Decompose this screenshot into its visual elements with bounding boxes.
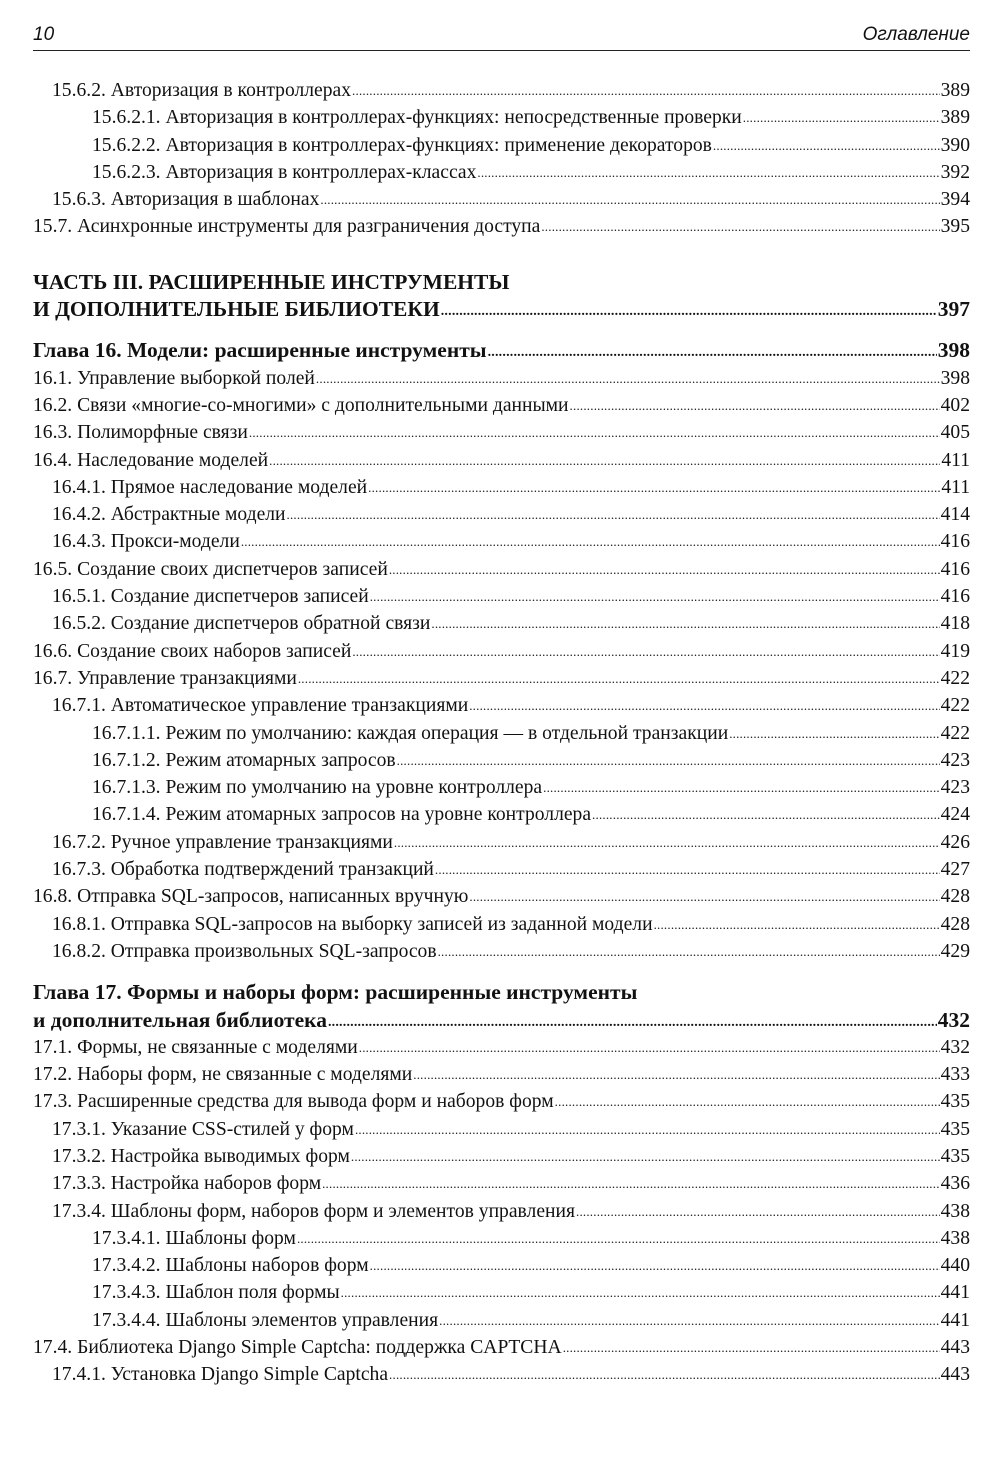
chapter-17-title-line2: и дополнительная библиотека	[33, 1007, 327, 1032]
leader-dots	[287, 501, 940, 528]
toc-entry	[33, 692, 970, 719]
toc-entry	[33, 1307, 970, 1334]
toc-entry-page: 411	[941, 476, 970, 498]
toc-entry-title: 15.6.2.2. Авторизация в контроллерах-функциях: применение декораторов	[92, 134, 712, 156]
toc-entry-page: 436	[940, 1173, 970, 1195]
toc-entry	[33, 1279, 970, 1306]
chapter-16-page: 398	[937, 338, 970, 363]
toc-entry	[33, 365, 970, 392]
toc-entry-title: 16.7.1.2. Режим атомарных запросов	[92, 749, 396, 771]
toc-entry	[33, 528, 970, 555]
leader-dots	[592, 801, 940, 828]
toc-entry-title: 16.5.1. Создание диспетчеров записей	[52, 586, 369, 608]
toc-entry-title: 16.7.1. Автоматическое управление транзакциями	[52, 695, 469, 717]
toc-entry-page: 394	[940, 189, 970, 211]
toc-entry-page: 428	[940, 886, 970, 908]
toc-entry-title: 16.6. Создание своих наборов записей	[33, 640, 352, 662]
toc-entry-title: 17.4.1. Установка Django Simple Captcha	[52, 1364, 389, 1386]
toc-entry	[33, 747, 970, 774]
toc-entry-title: 17.2. Наборы форм, не связанные с моделями	[33, 1064, 413, 1086]
toc-entry-title: 17.4. Библиотека Django Simple Captcha: поддержка CAPTCHA	[33, 1337, 562, 1359]
toc-entry	[33, 1198, 970, 1225]
toc-entry-page: 414	[940, 504, 970, 526]
toc-entry-page: 418	[940, 613, 970, 635]
leader-dots	[297, 1225, 940, 1252]
toc-entry-title: 17.3.4.4. Шаблоны элементов управления	[92, 1309, 439, 1331]
leader-dots	[341, 1279, 940, 1306]
leader-dots	[389, 1361, 940, 1388]
toc-entry	[33, 474, 970, 501]
toc-entry-page: 438	[940, 1227, 970, 1249]
toc-entry	[33, 665, 970, 692]
leader-dots	[439, 1307, 939, 1334]
leader-dots	[435, 856, 940, 883]
toc-entry-page: 411	[941, 449, 970, 471]
toc-entry-page: 435	[940, 1145, 970, 1167]
leader-dots	[328, 1009, 937, 1036]
leader-dots	[713, 132, 940, 159]
toc-entry-title: 16.2. Связи «многие-со-многими» с дополнительными данными	[33, 394, 569, 416]
part-title-line1: ЧАСТЬ III. РАСШИРЕННЫЕ ИНСТРУМЕНТЫ	[33, 269, 510, 294]
toc-entry-page: 441	[940, 1282, 970, 1304]
toc-entry	[33, 501, 970, 528]
toc-entry-page: 422	[940, 695, 970, 717]
leader-dots	[352, 638, 939, 665]
toc-entry-page: 443	[940, 1364, 970, 1386]
page-header	[33, 18, 970, 51]
toc-entry-page: 427	[940, 859, 970, 881]
toc-entry	[33, 1170, 970, 1197]
toc-entry-page: 389	[940, 80, 970, 101]
leader-dots	[298, 665, 940, 692]
toc-entry-title: 16.7.3. Обработка подтверждений транзакций	[52, 859, 434, 881]
toc-entry	[33, 447, 970, 474]
toc-entry-page: 426	[940, 831, 970, 853]
toc-entry-page: 423	[940, 777, 970, 799]
leader-dots	[477, 159, 939, 186]
toc-entry-page: 432	[940, 1036, 970, 1058]
toc-entry	[33, 638, 970, 665]
toc-entry-page: 435	[940, 1118, 970, 1140]
toc-entry	[33, 610, 970, 637]
toc-group-top	[33, 77, 970, 241]
leader-dots	[316, 365, 940, 392]
toc-entry-page: 435	[940, 1091, 970, 1113]
leader-dots	[654, 911, 940, 938]
toc-entry-title: 16.1. Управление выборкой полей	[33, 367, 315, 389]
toc-entry	[33, 720, 970, 747]
toc-entry	[33, 856, 970, 883]
toc-entry-title: 16.7.1.1. Режим по умолчанию: каждая операция — в отдельной транзакции	[92, 722, 729, 744]
leader-dots	[389, 556, 940, 583]
part-title-line2-row	[33, 296, 970, 323]
toc-entry-title: 17.3.4. Шаблоны форм, наборов форм и элементов управления	[52, 1200, 575, 1222]
page-number: 10	[33, 24, 55, 45]
toc-group-chapter-17	[33, 1034, 970, 1389]
toc-entry-title: 15.7. Асинхронные инструменты для разграничения доступа	[33, 216, 541, 238]
toc-entry-page: 416	[940, 531, 970, 553]
toc-entry-title: 17.3.3. Настройка наборов форм	[52, 1173, 322, 1195]
leader-dots	[241, 528, 940, 555]
leader-dots	[488, 339, 937, 366]
toc-entry-page: 441	[940, 1309, 970, 1331]
toc-entry-title: 15.6.3. Авторизация в шаблонах	[52, 189, 320, 211]
toc-entry	[33, 883, 970, 910]
toc-entry-title: 16.4.1. Прямое наследование моделей	[52, 476, 368, 498]
toc-entry-page: 428	[940, 913, 970, 935]
chapter-16-row	[33, 337, 970, 364]
part-page: 397	[937, 297, 970, 322]
toc-entry	[33, 1116, 970, 1143]
toc-entry-page: 405	[940, 422, 970, 444]
toc-entry-page: 422	[940, 722, 970, 744]
toc-entry-page: 416	[940, 586, 970, 608]
leader-dots	[431, 610, 939, 637]
leader-dots	[320, 186, 939, 213]
toc-entry-page: 424	[940, 804, 970, 826]
toc-entry-page: 392	[940, 161, 970, 183]
leader-dots	[397, 747, 940, 774]
toc-entry-title: 15.6.2.3. Авторизация в контроллерах-классах	[92, 161, 477, 183]
leader-dots	[576, 1198, 940, 1225]
toc-entry-title: 16.4.2. Абстрактные модели	[52, 504, 286, 526]
toc-entry-title: 16.8.1. Отправка SQL-запросов на выборку записей из заданной модели	[52, 913, 653, 935]
toc-entry-title: 16.5. Создание своих диспетчеров записей	[33, 558, 388, 580]
chapter-16-heading	[33, 337, 970, 364]
toc-entry	[33, 419, 970, 446]
toc-entry-page: 433	[940, 1064, 970, 1086]
toc-entry-title: 16.5.2. Создание диспетчеров обратной связи	[52, 613, 431, 635]
toc-entry-page: 390	[940, 134, 970, 156]
toc-entry-page: 429	[940, 940, 970, 962]
chapter-17-page: 432	[937, 1007, 970, 1032]
part-heading	[33, 269, 970, 324]
leader-dots	[729, 720, 939, 747]
toc-entry-page: 389	[940, 107, 970, 129]
toc-entry-title: 15.6.2. Авторизация в контроллерах	[52, 80, 352, 101]
toc-entry-page: 423	[940, 749, 970, 771]
leader-dots	[355, 1116, 940, 1143]
toc-entry	[33, 1088, 970, 1115]
leader-dots	[394, 829, 940, 856]
toc-entry	[33, 774, 970, 801]
toc-entry	[33, 159, 970, 186]
chapter-17-row	[33, 1007, 970, 1034]
running-title: Оглавление	[862, 24, 970, 45]
toc-entry	[33, 1061, 970, 1088]
toc-entry-page: 422	[940, 667, 970, 689]
leader-dots	[352, 77, 940, 104]
leader-dots	[469, 692, 939, 719]
toc-entry-title: 17.3.4.2. Шаблоны наборов форм	[92, 1255, 369, 1277]
toc-entry-title: 16.3. Полиморфные связи	[33, 422, 248, 444]
toc-entry-title: 15.6.2.1. Авторизация в контроллерах-функциях: непосредственные проверки	[92, 107, 742, 129]
toc-entry	[33, 1034, 970, 1061]
leader-dots	[441, 298, 937, 325]
toc-entry	[33, 583, 970, 610]
toc-group-chapter-16	[33, 365, 970, 966]
leader-dots	[351, 1143, 940, 1170]
toc-entry	[33, 911, 970, 938]
toc-entry-page: 438	[940, 1200, 970, 1222]
toc-entry	[33, 829, 970, 856]
toc-entry-page: 440	[940, 1255, 970, 1277]
toc-entry	[33, 77, 970, 104]
toc-entry	[33, 1361, 970, 1388]
toc-entry-title: 17.3.2. Настройка выводимых форм	[52, 1145, 350, 1167]
toc-entry-page: 443	[940, 1337, 970, 1359]
leader-dots	[543, 774, 939, 801]
leader-dots	[413, 1061, 939, 1088]
toc-entry	[33, 104, 970, 131]
leader-dots	[555, 1088, 940, 1115]
leader-dots	[322, 1170, 940, 1197]
toc-entry-page: 402	[940, 394, 970, 416]
toc-entry	[33, 132, 970, 159]
toc-entry	[33, 938, 970, 965]
toc-entry-page: 416	[940, 558, 970, 580]
toc-entry	[33, 801, 970, 828]
toc-entry-title: 16.7.2. Ручное управление транзакциями	[52, 831, 393, 853]
chapter-17-title-line1: Глава 17. Формы и наборы форм: расширенные инструменты	[33, 980, 638, 1005]
toc-entry-title: 16.4. Наследование моделей	[33, 449, 269, 471]
leader-dots	[269, 447, 940, 474]
leader-dots	[368, 474, 940, 501]
toc-entry-title: 16.7.1.4. Режим атомарных запросов на уровне контроллера	[92, 804, 592, 826]
toc-entry	[33, 556, 970, 583]
toc-entry-title: 17.3.1. Указание CSS-стилей у форм	[52, 1118, 354, 1140]
chapter-17-heading	[33, 979, 970, 1034]
leader-dots	[743, 104, 940, 131]
toc-entry-title: 17.1. Формы, не связанные с моделями	[33, 1036, 358, 1058]
leader-dots	[249, 419, 940, 446]
leader-dots	[370, 583, 940, 610]
toc-entry-title: 17.3.4.3. Шаблон поля формы	[92, 1282, 340, 1304]
toc-entry-title: 17.3.4.1. Шаблоны форм	[92, 1227, 296, 1249]
toc-entry-title: 16.8.2. Отправка произвольных SQL-запросов	[52, 940, 437, 962]
toc-entry-page: 419	[940, 640, 970, 662]
toc-entry-page: 395	[940, 216, 970, 238]
toc-entry	[33, 186, 970, 213]
toc-entry-title: 16.4.3. Прокси-модели	[52, 531, 240, 553]
toc-entry-page: 398	[940, 367, 970, 389]
table-of-contents	[33, 77, 970, 1389]
toc-entry	[33, 1252, 970, 1279]
toc-entry-title: 16.8. Отправка SQL-запросов, написанных вручную	[33, 886, 469, 908]
toc-entry-title: 16.7.1.3. Режим по умолчанию на уровне контроллера	[92, 777, 543, 799]
toc-entry	[33, 1225, 970, 1252]
toc-entry	[33, 213, 970, 240]
toc-entry-title: 16.7. Управление транзакциями	[33, 667, 297, 689]
leader-dots	[359, 1034, 940, 1061]
leader-dots	[541, 213, 939, 240]
leader-dots	[563, 1334, 940, 1361]
leader-dots	[438, 938, 940, 965]
leader-dots	[370, 1252, 940, 1279]
toc-entry	[33, 1143, 970, 1170]
part-title-line2: И ДОПОЛНИТЕЛЬНЫЕ БИБЛИОТЕКИ	[33, 297, 440, 322]
leader-dots	[469, 883, 939, 910]
leader-dots	[570, 392, 940, 419]
toc-entry	[33, 1334, 970, 1361]
toc-entry-title: 17.3. Расширенные средства для вывода форм и наборов форм	[33, 1091, 554, 1113]
chapter-16-title: Глава 16. Модели: расширенные инструменты	[33, 338, 487, 363]
toc-entry	[33, 392, 970, 419]
